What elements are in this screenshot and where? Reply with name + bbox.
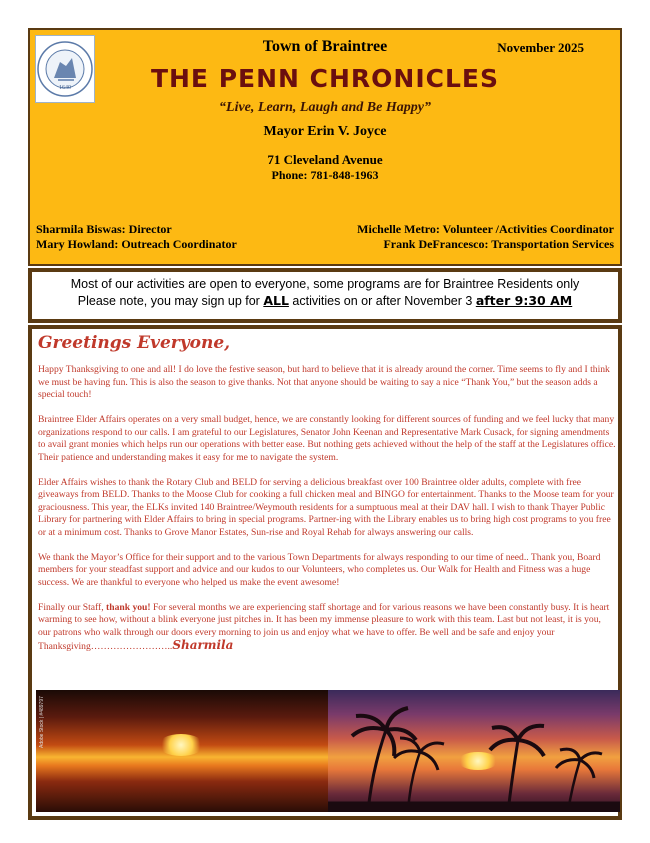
notice-text-mid: activities on or after November 3 <box>288 294 476 308</box>
phone-number: Phone: 781-848-1963 <box>271 168 379 182</box>
notice-line-1: Most of our activities are open to everyone, some programs are for Braintree Residents only <box>70 277 580 291</box>
photo-credit: Adobe Stock | #489797 <box>39 696 45 748</box>
signature: Sharmila <box>172 638 234 652</box>
newsletter-title: THE PENN CHRONICLES <box>150 64 500 93</box>
issue-date: November 2025 <box>497 40 584 55</box>
paragraph-4: We thank the Mayor’s Office for their support and to the various Town Departments for always responding to our time of need.. Thank you, Board members for your steadfast support and advice and our kudos to our Volunteers, who completes us. Our Walk for Health and Fitness was a huge success. We are thankful to everyone who helped us make the event awesome! <box>38 551 601 588</box>
address: 71 Cleveland Avenue <box>267 152 383 167</box>
staff-director: Sharmila Biswas: Director <box>36 222 172 236</box>
letter-body <box>38 364 616 666</box>
paragraph-3: Elder Affairs wishes to thank the Rotary Club and BELD for serving a delicious breakfast over 100 Braintree older adults, complete with free giveaways from BELD. Thanks to the Moose Club for cooking a full chicken meal and BINGO for entertainment. Thanks to the Moose team for your graciousness. This year, the ELKs invited 140 Braintree/Weymouth residents for a sumptuous meal at their DAV hall. I wish to thank Thayer Public Library for partnering with Elder Affairs to bring in special programs. Partner-ing with the Library enables us to bring high cost programs to you free or at a minimum cost. Thanks to Grove Manor Estates, Sun-rise and Royal Rehab for always answering our calls. <box>38 476 614 538</box>
p5-bold: thank you! <box>106 601 151 613</box>
greeting: Greetings Everyone, <box>38 333 231 353</box>
paragraph-2: Braintree Elder Affairs operates on a very small budget, hence, we are constantly looking for different sources of funding and we feel lucky that many organizations respond to our calls. I am grateful to our Legislatures, Senator John Keenan and Representative Mark Cusack, for signing amendments to avail grant monies which helps run our operations with better ease. But nothing gets achieved without the help of the staff at the Legislatures office. Their patience and understanding makes it easy for me to navigate the system. <box>38 414 616 463</box>
paragraph-1: Happy Thanksgiving to one and all! I do love the festive season, but hard to believe that it is already around the corner. Time seems to fly and I think we must be having fun. This is also the season to give thanks. Not that anyone should be waiting to say a nice “Thank You,” but the season adds a special touch! <box>38 364 610 400</box>
p5-post: For several months we are experiencing staff shortage and for various reasons we have been constantly busy. It is heart warming to see how, without a blink everyone just pitches in. It has been my immense pleasure to work with this team. Last but not least, it is you, our patrons who walk through our doors every morning to join us and enjoy what we have to offer. Be well and be safe and enjoy your Thanksgiving…………………….. <box>38 601 610 652</box>
staff-right <box>357 222 614 252</box>
p5-pre: Finally our Staff, <box>38 601 107 613</box>
staff-left <box>36 222 237 252</box>
staff-transportation: Frank DeFrancesco: Transportation Services <box>383 237 614 251</box>
sun-glow <box>158 734 204 756</box>
paragraph-5 <box>38 602 616 654</box>
sunset-ocean-photo <box>36 690 328 812</box>
notice-text-pre: Please note, you may sign up for <box>77 294 264 308</box>
notice-time: after 9:30 AM <box>475 293 573 308</box>
signup-notice <box>28 268 622 323</box>
palm-trees-icon <box>328 690 620 812</box>
notice-line-2 <box>32 293 618 308</box>
motto: “Live, Learn, Laugh and Be Happy” <box>219 100 431 115</box>
sunset-palm-photo <box>328 690 620 812</box>
directors-letter <box>28 325 622 820</box>
staff-volunteer-coordinator: Michelle Metro: Volunteer /Activities Coordinator <box>357 222 614 236</box>
seal-year: 1640 <box>59 85 71 91</box>
masthead <box>28 28 622 266</box>
notice-all: ALL <box>263 293 289 308</box>
town-name: Town of Braintree <box>262 38 388 55</box>
staff-outreach: Mary Howland: Outreach Coordinator <box>36 237 237 251</box>
mayor-name: Mayor Erin V. Joyce <box>263 124 387 139</box>
